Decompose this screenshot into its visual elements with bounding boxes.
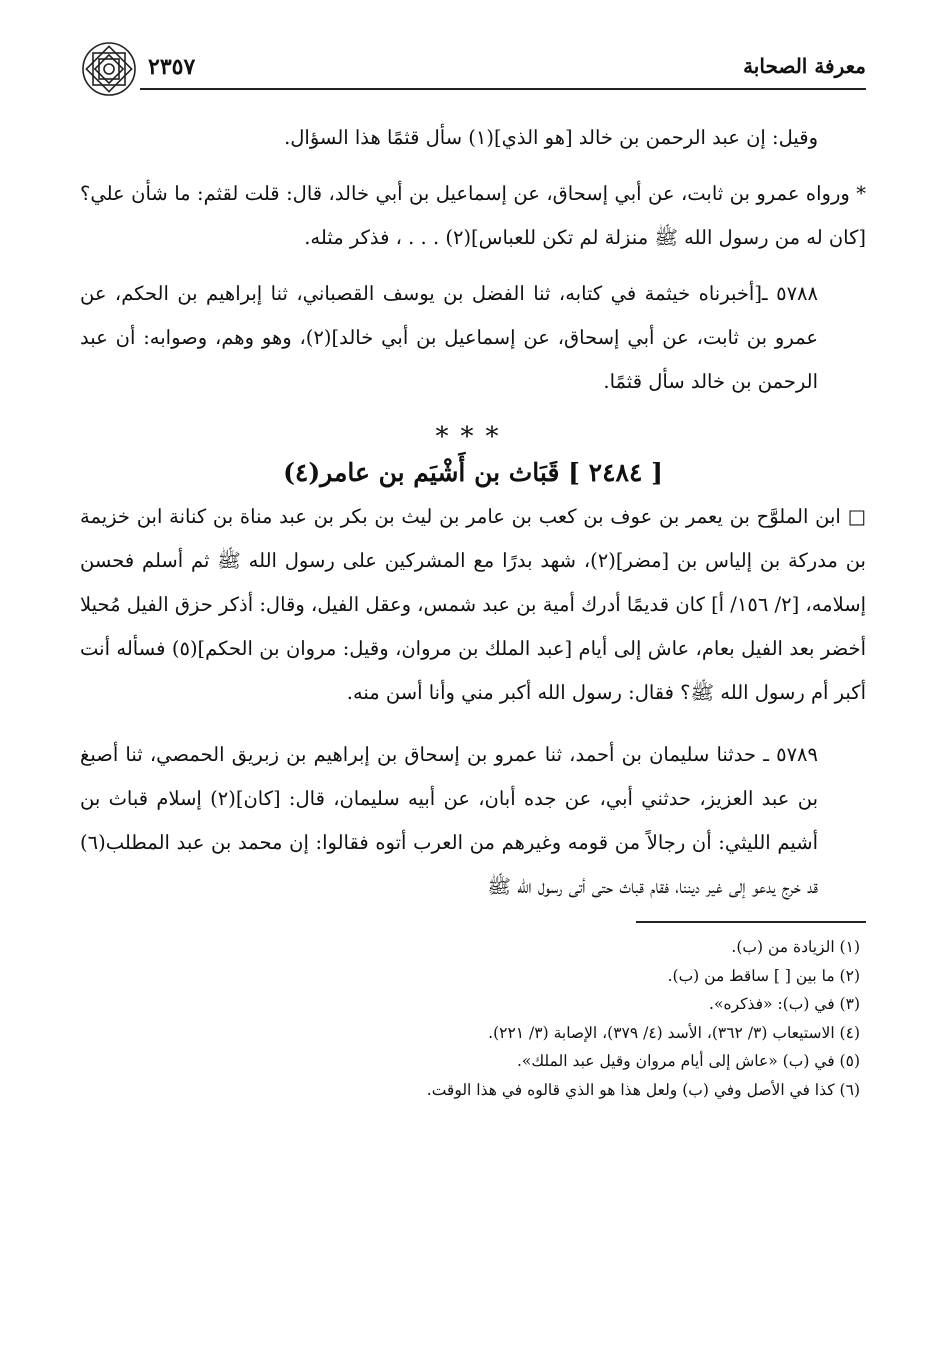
footnote-1: (١) الزيادة من (ب). [731,938,860,956]
footnote-5: (٥) في (ب) «عاش إلى أيام مروان وقيل عبد الملك». [516,1052,860,1070]
paragraph-5789: ٥٧٨٩ ـ حدثنا سليمان بن أحمد، ثنا عمرو بن إسحاق بن إبراهيم بن زبريق الحمصي، ثنا أصبغ بن عبد العزيز، حدثني أبي، عن جده أبان، عن أبيه سليمان، قال: [كان](٢) إسلام قباث بن أشيم الليثي: أن رجالاً من قومه وغيرهم من العرب أتوه فقالوا: إن محمد بن عبد المطلب(٦) قد خرج يدعو إلى غير ديننا، فقام قباث حتى أتى رسول الله ﷺ [80,743,818,898]
paragraph-biography: □ ابن الملوَّح بن يعمر بن عوف بن كعب بن عامر بن ليث بن بكر بن عبد مناة بن كنانة ابن خزيمة بن مدركة بن إلياس بن [مضر](٢)، شهد بدرًا مع المشركين على رسول الله ﷺ ثم أسلم فحسن إسلامه، [٢/ ١٥٦/ أ] كان قديمًا أدرك أمية بن عبد شمس، وعقل الفيل، وقال: أذكر حزق الفيل مُحيلا أخضر بعد الفيل بعام، عاش إلى أيام [عبد الملك بن مروان، وقيل: مروان بن الحكم](٥) فسأله أنت أكبر أم رسول الله ﷺ؟ فقال: رسول الله أكبر مني وأنا أسن منه. [80,505,866,704]
footnote-3: (٣) في (ب): «فذكره». [709,995,860,1013]
paragraph-5788: ٥٧٨٨ ـ[أخبرناه خيثمة في كتابه، ثنا الفضل بن يوسف القصباني، ثنا إبراهيم بن الحكم، عن عمرو بن ثابت، عن أبي إسحاق، عن إسماعيل بن أبي خالد](٢)، وهو وهم، وصوابه: أن عبد الرحمن بن خالد سأل قثمًا. [80,282,818,393]
ornament-star-icon [80,40,138,98]
paragraph-2: * ورواه عمرو بن ثابت، عن أبي إسحاق، عن إسماعيل بن أبي خالد، قال: قلت لقثم: ما شأن علي؟ [كان له من رسول الله ﷺ منزلة لم تكن للعباس](٢) . . . ، فذكر مثله. [80,182,866,249]
book-page [80,40,866,1104]
paragraph-1: وقيل: إن عبد الرحمن بن خالد [هو الذي](١) سأل قثمًا هذا السؤال. [284,126,818,149]
footnote-rule [636,921,866,923]
running-title: معرفة الصحابة [743,54,866,78]
header-rule [140,88,866,90]
page-header [80,40,866,98]
footnotes [80,933,866,1104]
footnote-2: (٢) ما بين [ ] ساقط من (ب). [667,966,860,985]
footnote-6: (٦) كذا في الأصل وفي (ب) ولعل هذا هو الذي قالوه في هذا الوقت. [426,1080,860,1099]
footnote-4: (٤) الاستيعاب (٣/ ٣٦٢)، الأسد (٤/ ٣٧٩)، الإصابة (٣/ ٢٢١). [488,1023,860,1042]
section-separator: *** [435,422,511,452]
page-number: ٢٣٥٧ [148,54,196,80]
entry-title: [ ٢٤٨٤ ] قَبَاث بن أَشْيَم بن عامر(٤) [283,458,663,487]
